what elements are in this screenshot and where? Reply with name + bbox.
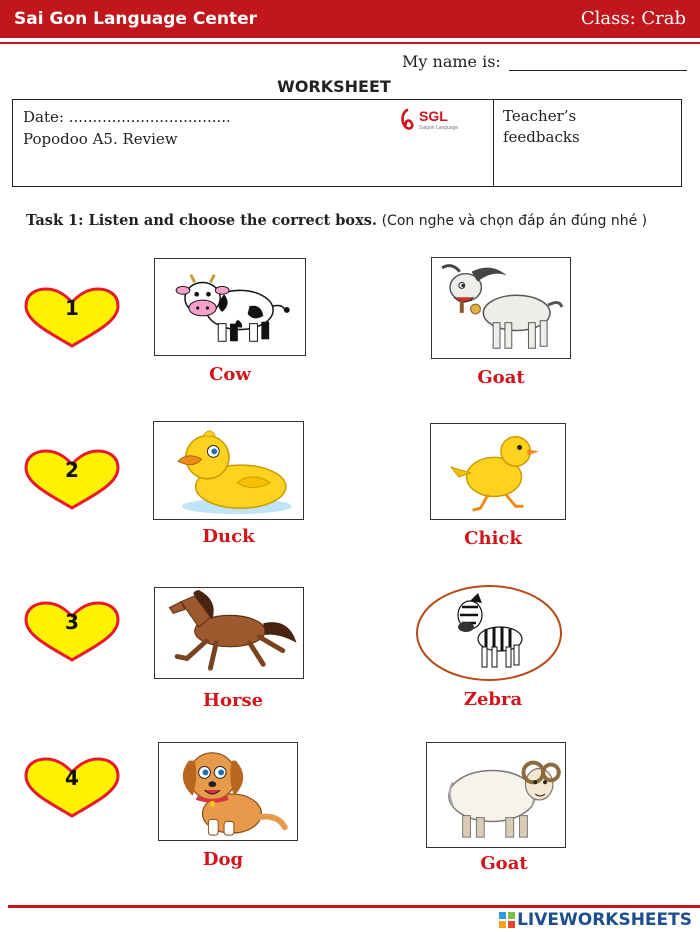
name-row [402, 52, 687, 71]
task-title: Task 1: Listen and choose the correct boxs. [26, 212, 377, 229]
duck-picture[interactable] [153, 421, 304, 520]
name-prompt: My name is: [402, 52, 501, 71]
date-field: Date: .................................. [23, 108, 231, 126]
caption-goat-1: Goat [477, 367, 525, 388]
caption-cow: Cow [209, 364, 251, 385]
goat-picture[interactable] [431, 257, 571, 359]
caption-zebra: Zebra [463, 689, 523, 710]
feedback-label [503, 106, 580, 148]
row-number: 2 [65, 458, 79, 482]
table-divider [493, 100, 494, 186]
feedback-line-2: feedbacks [503, 128, 580, 146]
heart-number-2 [22, 448, 122, 512]
heart-number-3 [22, 600, 122, 664]
caption-chick: Chick [464, 528, 522, 549]
header-divider [0, 42, 700, 44]
liveworksheets-text: LIVEWORKSHEETS [517, 910, 692, 930]
caption-goat-2: Goat [480, 853, 528, 874]
sgl-logo [399, 106, 479, 132]
dog-picture[interactable] [158, 742, 298, 841]
row-number: 3 [65, 610, 79, 634]
liveworksheets-brand[interactable] [499, 910, 692, 930]
caption-horse: Horse [202, 690, 264, 711]
sheep-picture[interactable] [426, 742, 566, 848]
chick-picture[interactable] [430, 423, 566, 520]
cow-picture[interactable] [154, 258, 306, 356]
logo-subtext: Saigon Language [419, 125, 459, 131]
heart-number-1 [22, 286, 122, 350]
name-field[interactable] [509, 56, 687, 71]
caption-dog: Dog [202, 849, 244, 870]
book-title: Popodoo A5. Review [23, 130, 178, 148]
task-instruction [26, 211, 666, 231]
row-number: 4 [65, 766, 79, 790]
row-number: 1 [65, 296, 79, 320]
footer-divider [8, 905, 700, 908]
school-name: Sai Gon Language Center [14, 9, 258, 29]
task-note: (Con nghe và chọn đáp án đúng nhé ) [381, 213, 648, 229]
heart-number-4 [22, 756, 122, 820]
class-label: Class: Crab [580, 8, 686, 29]
worksheet-title: WORKSHEET [277, 77, 391, 96]
logo-text: SGL [419, 108, 448, 124]
zebra-picture[interactable] [414, 583, 564, 683]
info-table [12, 99, 682, 187]
feedback-line-1: Teacher’s [503, 107, 577, 125]
caption-duck: Duck [202, 526, 255, 547]
horse-picture[interactable] [154, 587, 304, 679]
liveworksheets-logo-icon [499, 912, 515, 928]
